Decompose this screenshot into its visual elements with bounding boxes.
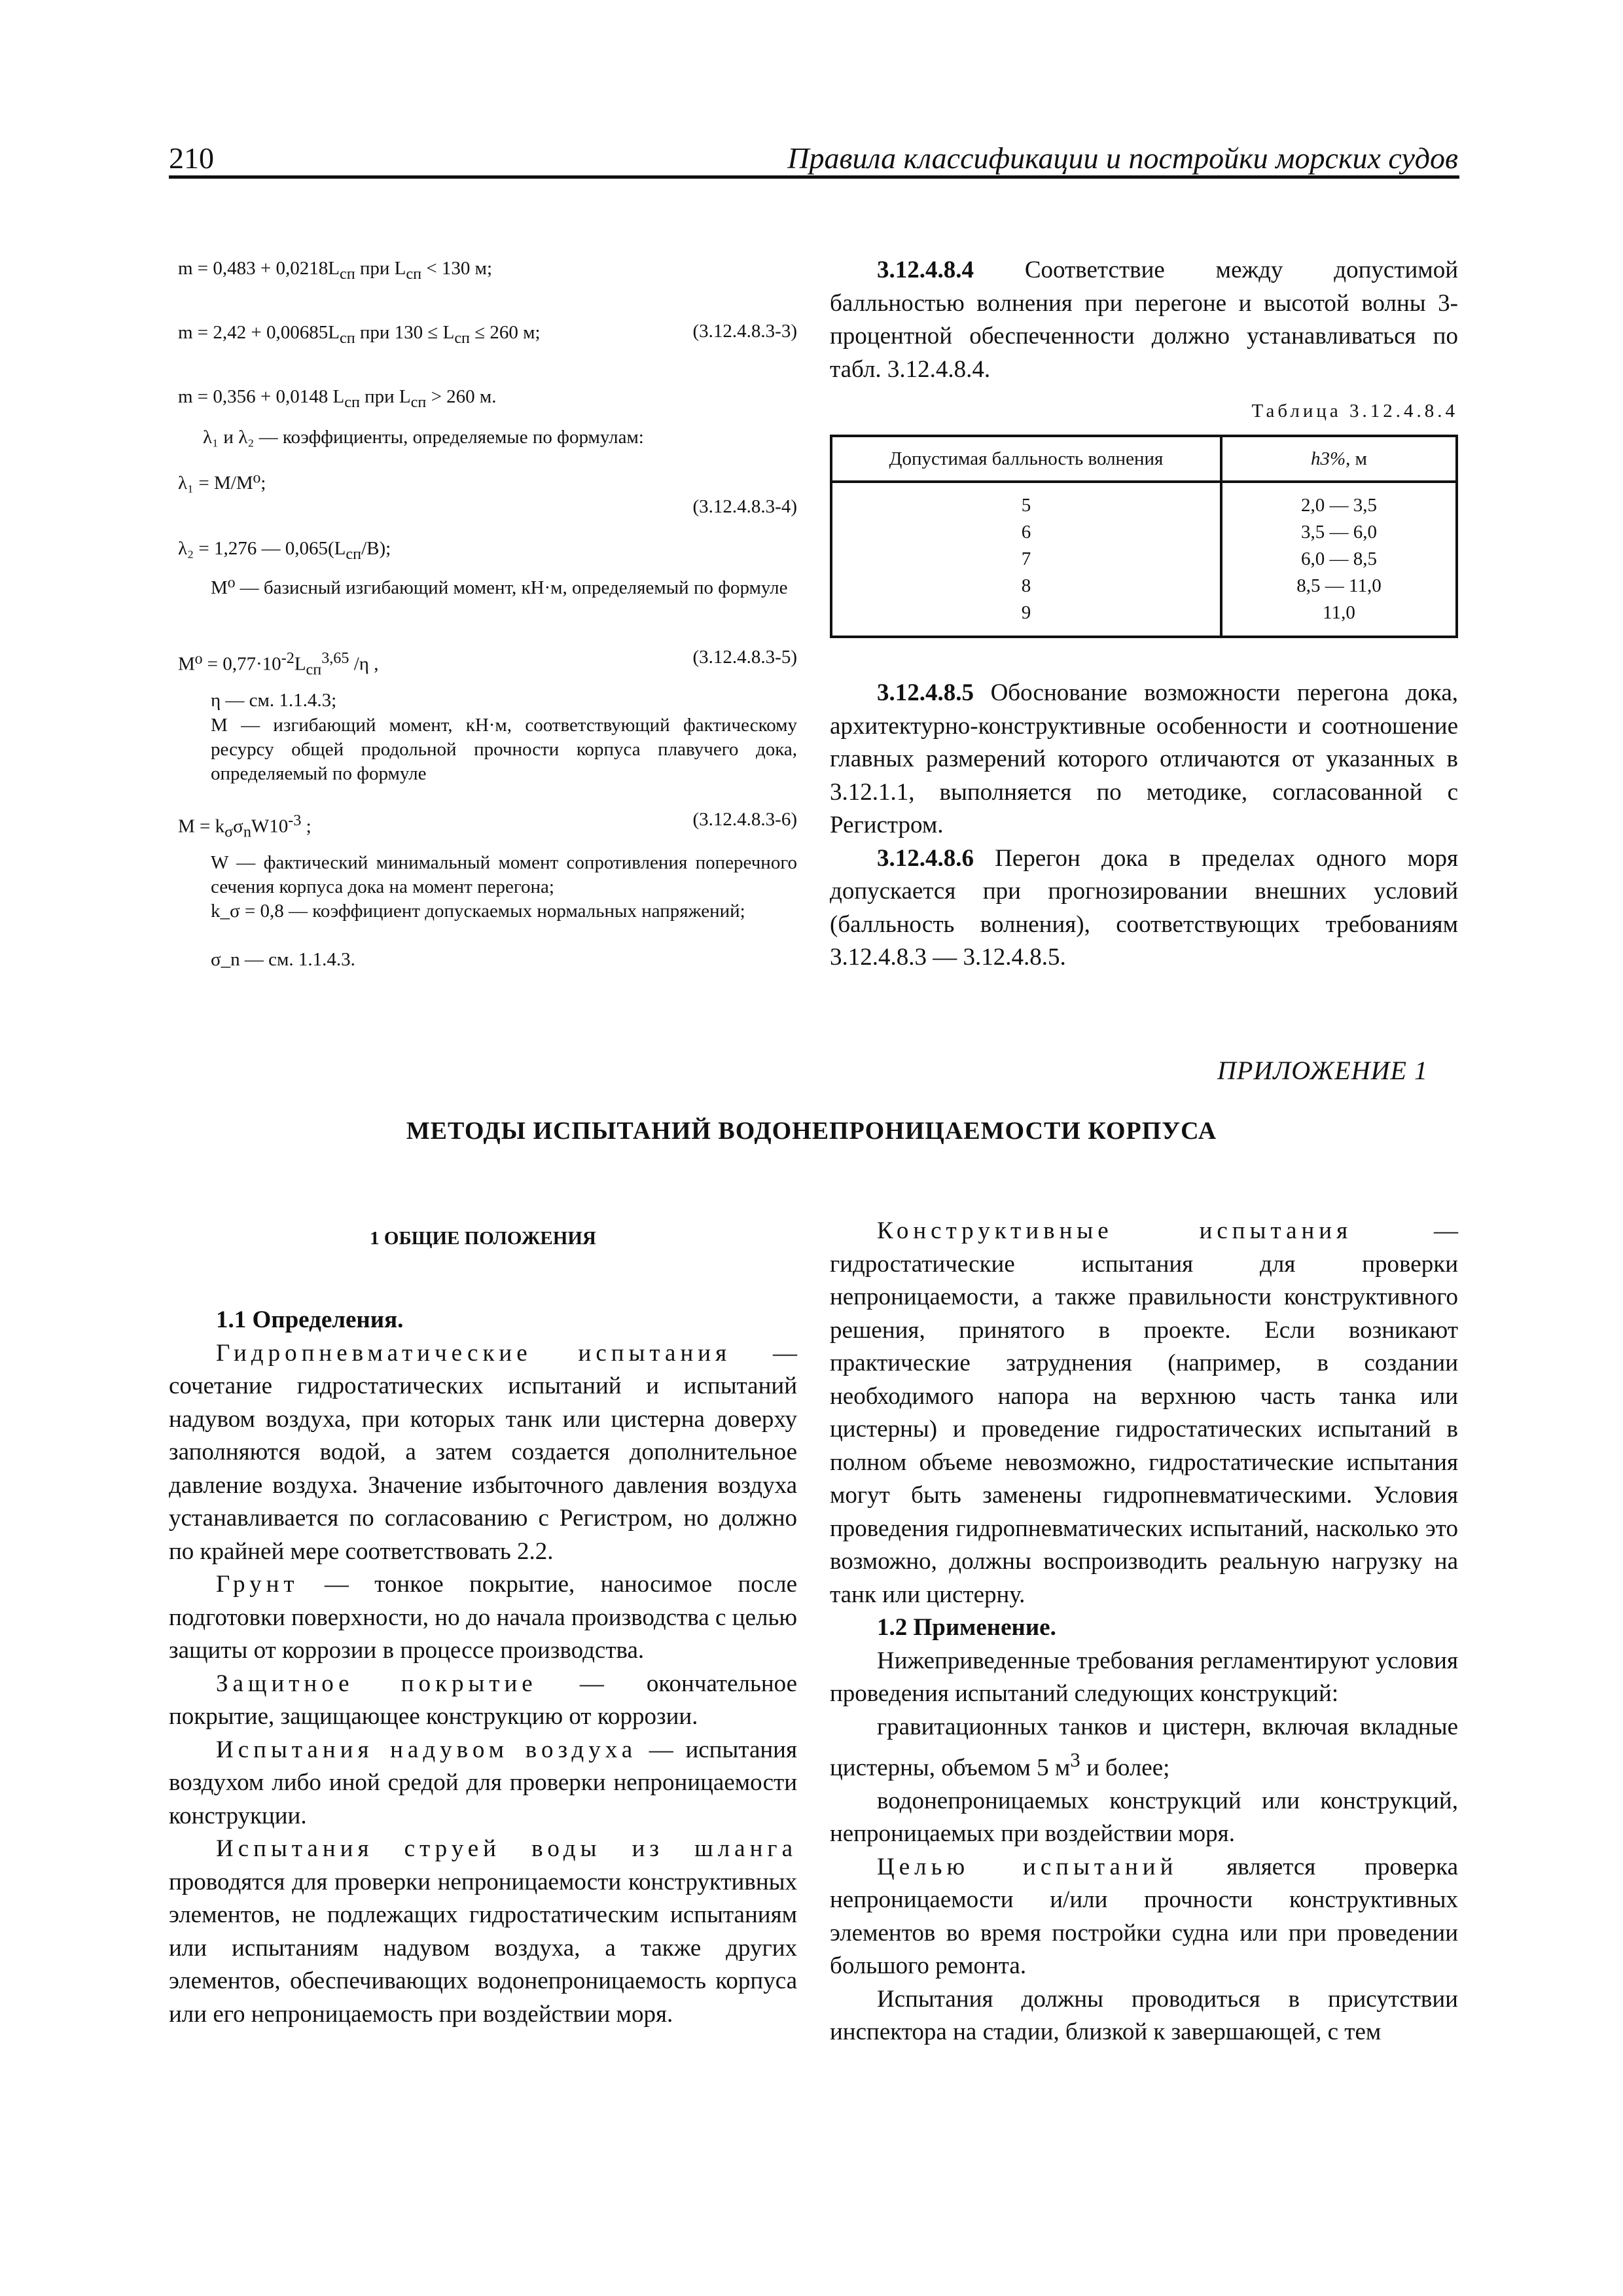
equation-number-4: (3.12.4.8.3-4) xyxy=(692,496,797,517)
eta-definition: η — см. 1.1.4.3; xyxy=(211,690,337,711)
m0-definition: M⁰ — базисный изгибающий момент, кН·м, определяемый по формуле xyxy=(211,577,788,598)
formula-m0: $M^0 = 0,77\cdot 10^{-2}L_{сп}^{3,65}$ /η , xyxy=(178,649,379,679)
formula-lambda-1: λ₁ = M/M⁰; xyxy=(178,473,266,493)
equation-number-3: (3.12.4.8.3-3) xyxy=(692,321,797,342)
header-rule xyxy=(169,175,1459,179)
formula-lambda-2: λ₂ = 1,276 — $0,065(L_{сп}/B)$; xyxy=(178,538,391,563)
appendix-label: ПРИЛОЖЕНИЕ 1 xyxy=(1217,1056,1428,1085)
sigma-n-definition: σ_n — см. 1.1.4.3. xyxy=(211,949,355,970)
formula-m-2: $m = 2,42 + 0,00685L_{сп}$ при $130 \le L_{сп} \le 260$ м; xyxy=(178,322,541,347)
equation-number-5: (3.12.4.8.3-5) xyxy=(692,647,797,668)
m-definition: M — изгибающий момент, кН·м, соответствующий фактическому ресурсу общей продольной прочности корпуса плавучего дока, определяемый по формуле xyxy=(211,715,797,784)
equation-number-6: (3.12.4.8.3-6) xyxy=(692,809,797,830)
wave-table xyxy=(830,435,1458,638)
formula-m-3: m = 0,356 + 0,0148 $L_{сп}$ при $L_{сп} > 260$ м. xyxy=(178,386,497,411)
k-sigma-definition: k_σ = 0,8 — коэффициент допускаемых нормальных напряжений; xyxy=(211,901,745,922)
definitions-column: 1.1 Определения. Гидропневматические испытания — сочетание гидростатических испытаний и испытаний надувом воздуха, при которых танк или цистерна доверху заполняются водой, а затем создается дополнительное давление воздуха. Значение избыточного давления воздуха устанавливается по согласованию с Регистром, но должно по крайней мере соответствовать 2.2. Грунт — тонкое покрытие, наносимое после подготовки поверхности, но до начала производства с целью защиты от коррозии в процессе производства. Защитное покрытие — окончательное покрытие, защищающее конструкцию от коррозии. Испытания надувом воздуха — испытания воздухом либо иной средой для проверки непроницаемости конструкции. Испытания струей воды из шланга проводятся для проверки непроницаемости конструктивных элементов, не подлежащих гидростатическим испытаниям или испытаниям надувом воздуха, а также других элементов, обеспечивающих водонепроницаемость корпуса или его непроницаемость при воздействии моря. xyxy=(169,1304,797,2031)
table-col-scores: 5 6 7 8 9 xyxy=(831,482,1221,637)
subheading-1-1: 1.1 Определения. xyxy=(216,1306,404,1333)
w-definition: W — фактический минимальный момент сопротивления поперечного сечения корпуса дока на момент перегона; xyxy=(211,852,797,897)
formula-m-1: $m = 0,483 + 0,0218L_{сп}$ при $L_{сп} < 130$ м; xyxy=(178,258,493,283)
formula-m: $M = k_\sigma\sigma_nW10^{-3}$ ; xyxy=(178,812,312,841)
paragraph-3-12-4-8-5: 3.12.4.8.5 Обоснование возможности перегона дока, архитектурно-конструктивные особенности и соотношение главных размерений которого отличаются от указанных в 3.12.1.1, выполняется по методике, согласованной с Регистром. 3.12.4.8.6 Перегон дока в пределах одного моря допускается при прогнозировании внешних условий (балльность волнения), соответствующих требованиям 3.12.4.8.3 — 3.12.4.8.5. xyxy=(830,679,1458,971)
table-caption: Таблица 3.12.4.8.4 xyxy=(1251,401,1458,422)
page-number: 210 xyxy=(169,141,214,175)
application-column: Конструктивные испытания — гидростатические испытания для проверки непроницаемости, а также правильности конструктивного решения, принятого в проекте. Если возникают практические затруднения (например, в создании необходимого напора на верхнюю часть танка или цистерны) и проведение гидростатических испытаний в полном объеме невозможно, гидростатические испытания могут быть заменены гидропневматическими. Условия проведения гидропневматических испытаний, насколько это возможно, должны воспроизводить реальную нагрузку на танк или цистерну. 1.2 Применение. Нижеприведенные требования регламентируют условия проведения испытаний следующих конструкций: гравитационных танков и цистерн, включая вкладные цистерны, объемом 5 $м^3$ и более; водонепроницаемых конструкций или конструкций, непроницаемых при воздействии моря. Целью испытаний является проверка непроницаемости и/или прочности конструктивных элементов во время постройки судна или при проведении большого ремонта. Испытания должны проводиться в присутствии инспектора на стадии, близкой к завершающей, с тем xyxy=(830,1217,1458,2046)
paragraph-3-12-4-8-4: 3.12.4.8.4 Соответствие между допустимой балльностью волнения при перегоне и высотой волны 3-процентной обеспеченности должно устанавливаться по табл. 3.12.4.8.4. xyxy=(830,257,1458,383)
running-title: Правила классификации и постройки морских судов xyxy=(787,141,1458,175)
table-col-heights: 2,0 — 3,5 3,5 — 6,0 6,0 — 8,5 8,5 — 11,0 11,0 xyxy=(1221,482,1457,637)
appendix-title: МЕТОДЫ ИСПЫТАНИЙ ВОДОНЕПРОНИЦАЕМОСТИ КОРПУСА xyxy=(406,1117,1217,1145)
subheading-1-2: 1.2 Применение. xyxy=(877,1614,1056,1641)
lambda-intro: λ₁ и λ₂ — коэффициенты, определяемые по формулам: xyxy=(203,427,644,448)
section-title: 1 ОБЩИЕ ПОЛОЖЕНИЯ xyxy=(370,1228,596,1249)
table-header-height: h3%, м xyxy=(1221,436,1457,482)
table-header-score: Допустимая балльность волнения xyxy=(831,436,1221,482)
